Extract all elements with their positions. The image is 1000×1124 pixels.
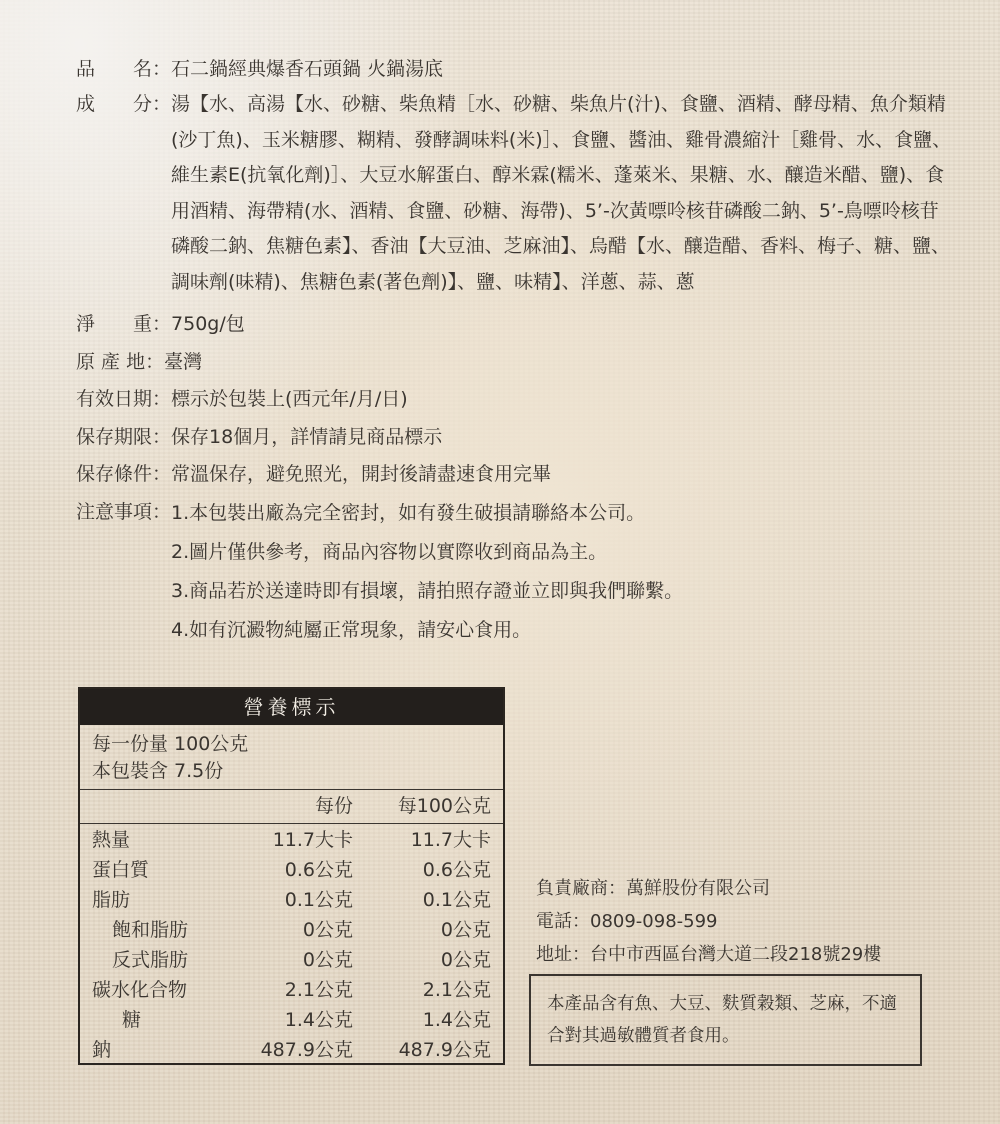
- expiry-row: [76, 381, 956, 419]
- ingredients-row: [76, 87, 956, 300]
- nutrient-label: 熱量: [92, 829, 131, 851]
- notes-row: [76, 494, 956, 650]
- notes-list: [171, 494, 956, 650]
- per-serving-value: 1.4公克: [284, 1009, 353, 1031]
- nutrition-row: [80, 855, 503, 885]
- storage-row: [76, 456, 956, 494]
- col-per-serving: 每份: [314, 795, 353, 817]
- nutrition-row: [80, 945, 503, 975]
- per-serving-value: 0公克: [302, 919, 353, 941]
- divider: [80, 789, 503, 790]
- per-100g-value: 0公克: [440, 919, 491, 941]
- product-name-value: 石二鍋經典爆香石頭鍋 火鍋湯底: [171, 58, 444, 80]
- divider: [80, 823, 503, 824]
- per-100g-value: 2.1公克: [422, 979, 491, 1001]
- per-serving-value: 0.6公克: [284, 859, 353, 881]
- per-serving-value: 2.1公克: [284, 979, 353, 1001]
- weight-label: 淨 重：: [76, 313, 172, 335]
- nutrient-label: 糖: [122, 1009, 142, 1031]
- origin-value: 臺灣: [164, 350, 203, 373]
- per-serving-value: 487.9公克: [260, 1039, 353, 1061]
- storage-value: 常溫保存，避免照光，開封後請盡速食用完畢: [171, 463, 552, 485]
- per-100g-value: 1.4公克: [422, 1009, 491, 1031]
- nutrition-row: [80, 825, 503, 855]
- expiry-label: 有效日期：: [76, 388, 172, 410]
- shelf-life-value: 保存18個月，詳情請見商品標示: [171, 425, 443, 448]
- weight-value: 750g/包: [171, 313, 245, 335]
- nutrition-title: 營養標示: [80, 689, 503, 725]
- product-info: [76, 52, 956, 650]
- storage-label: 保存條件：: [76, 463, 172, 485]
- per-100g-value: 487.9公克: [398, 1039, 491, 1061]
- per-serving-value: 11.7大卡: [272, 829, 353, 851]
- product-name-label: 品 名：: [76, 58, 172, 80]
- per-serving-value: 0.1公克: [284, 889, 353, 911]
- manufacturer-info: [536, 872, 881, 971]
- weight-row: [76, 306, 956, 344]
- product-name-row: [76, 52, 956, 87]
- serving-info: [80, 725, 503, 785]
- nutrition-row: [80, 975, 503, 1005]
- nutrition-row: [80, 885, 503, 915]
- nutrition-row: [80, 1005, 503, 1035]
- per-serving-value: 0公克: [302, 949, 353, 971]
- shelf-life-row: [76, 419, 956, 457]
- col-per-100g: 每100公克: [397, 795, 491, 817]
- nutrition-row: [80, 915, 503, 945]
- manufacturer-phone: 電話：0809-098-599: [536, 911, 718, 932]
- nutrient-label: 鈉: [92, 1039, 112, 1061]
- nutrient-label: 飽和脂肪: [112, 919, 189, 941]
- ingredients-label: 成 分：: [76, 93, 172, 115]
- nutrition-column-header: [80, 791, 503, 821]
- nutrient-label: 碳水化合物: [92, 979, 188, 1001]
- nutrition-table: [78, 687, 505, 1065]
- note-item: 2.圖片僅供參考，商品內容物以實際收到商品為主。: [171, 540, 608, 563]
- per-100g-value: 0公克: [440, 949, 491, 971]
- per-100g-value: 0.6公克: [422, 859, 491, 881]
- per-100g-value: 11.7大卡: [410, 829, 491, 851]
- nutrient-label: 蛋白質: [92, 859, 150, 881]
- origin-label: 原 產 地：: [76, 350, 165, 373]
- serving-size: 每一份量 100公克: [92, 733, 249, 755]
- expiry-value: 標示於包裝上(西元年/月/日): [171, 388, 408, 410]
- manufacturer-company: 負責廠商：萬鮮股份有限公司: [536, 878, 770, 899]
- allergen-notice: 本產品含有魚、大豆、麩質穀類、芝麻，不適合對其過敏體質者食用。: [529, 974, 922, 1066]
- note-item: 4.如有沉澱物純屬正常現象，請安心食用。: [171, 618, 532, 641]
- nutrient-label: 脂肪: [92, 889, 131, 911]
- manufacturer-address: 地址：台中市西區台灣大道二段218號29樓: [536, 944, 882, 965]
- shelf-life-label: 保存期限：: [76, 425, 172, 448]
- note-item: 3.商品若於送達時即有損壞，請拍照存證並立即與我們聯繫。: [171, 579, 684, 602]
- ingredients-value: 湯【水、高湯【水、砂糖、柴魚精［水、砂糖、柴魚片(汁)、食鹽、酒精、酵母精、魚介類精(沙丁魚)、玉米糖膠、糊精、發酵調味料(米)］、食鹽、醬油、雞骨濃縮汁［雞骨、水、食鹽、維生素E(抗氧化劑)］、大豆水解蛋白、醇米霖(糯米、蓬萊米、果糖、水、釀造米醋、鹽)、食用酒精、海帶精(水、酒精、食鹽、砂糖、海帶)、5’-次黃嘌呤核苷磷酸二鈉、5’-鳥嘌呤核苷磷酸二鈉、焦糖色素】、香油【大豆油、芝麻油】、烏醋【水、釀造醋、香料、梅子、糖、鹽、調味劑(味精)、焦糖色素(著色劑)】、鹽、味精】、洋蔥、蒜、蔥: [171, 93, 952, 293]
- per-100g-value: 0.1公克: [422, 889, 491, 911]
- nutrition-row: [80, 1035, 503, 1065]
- notes-label: 注意事項：: [76, 500, 172, 523]
- servings-per-package: 本包裝含 7.5份: [92, 760, 224, 782]
- note-item: 1.本包裝出廠為完全密封，如有發生破損請聯絡本公司。: [171, 501, 646, 524]
- nutrient-label: 反式脂肪: [112, 949, 189, 971]
- origin-row: [76, 344, 956, 382]
